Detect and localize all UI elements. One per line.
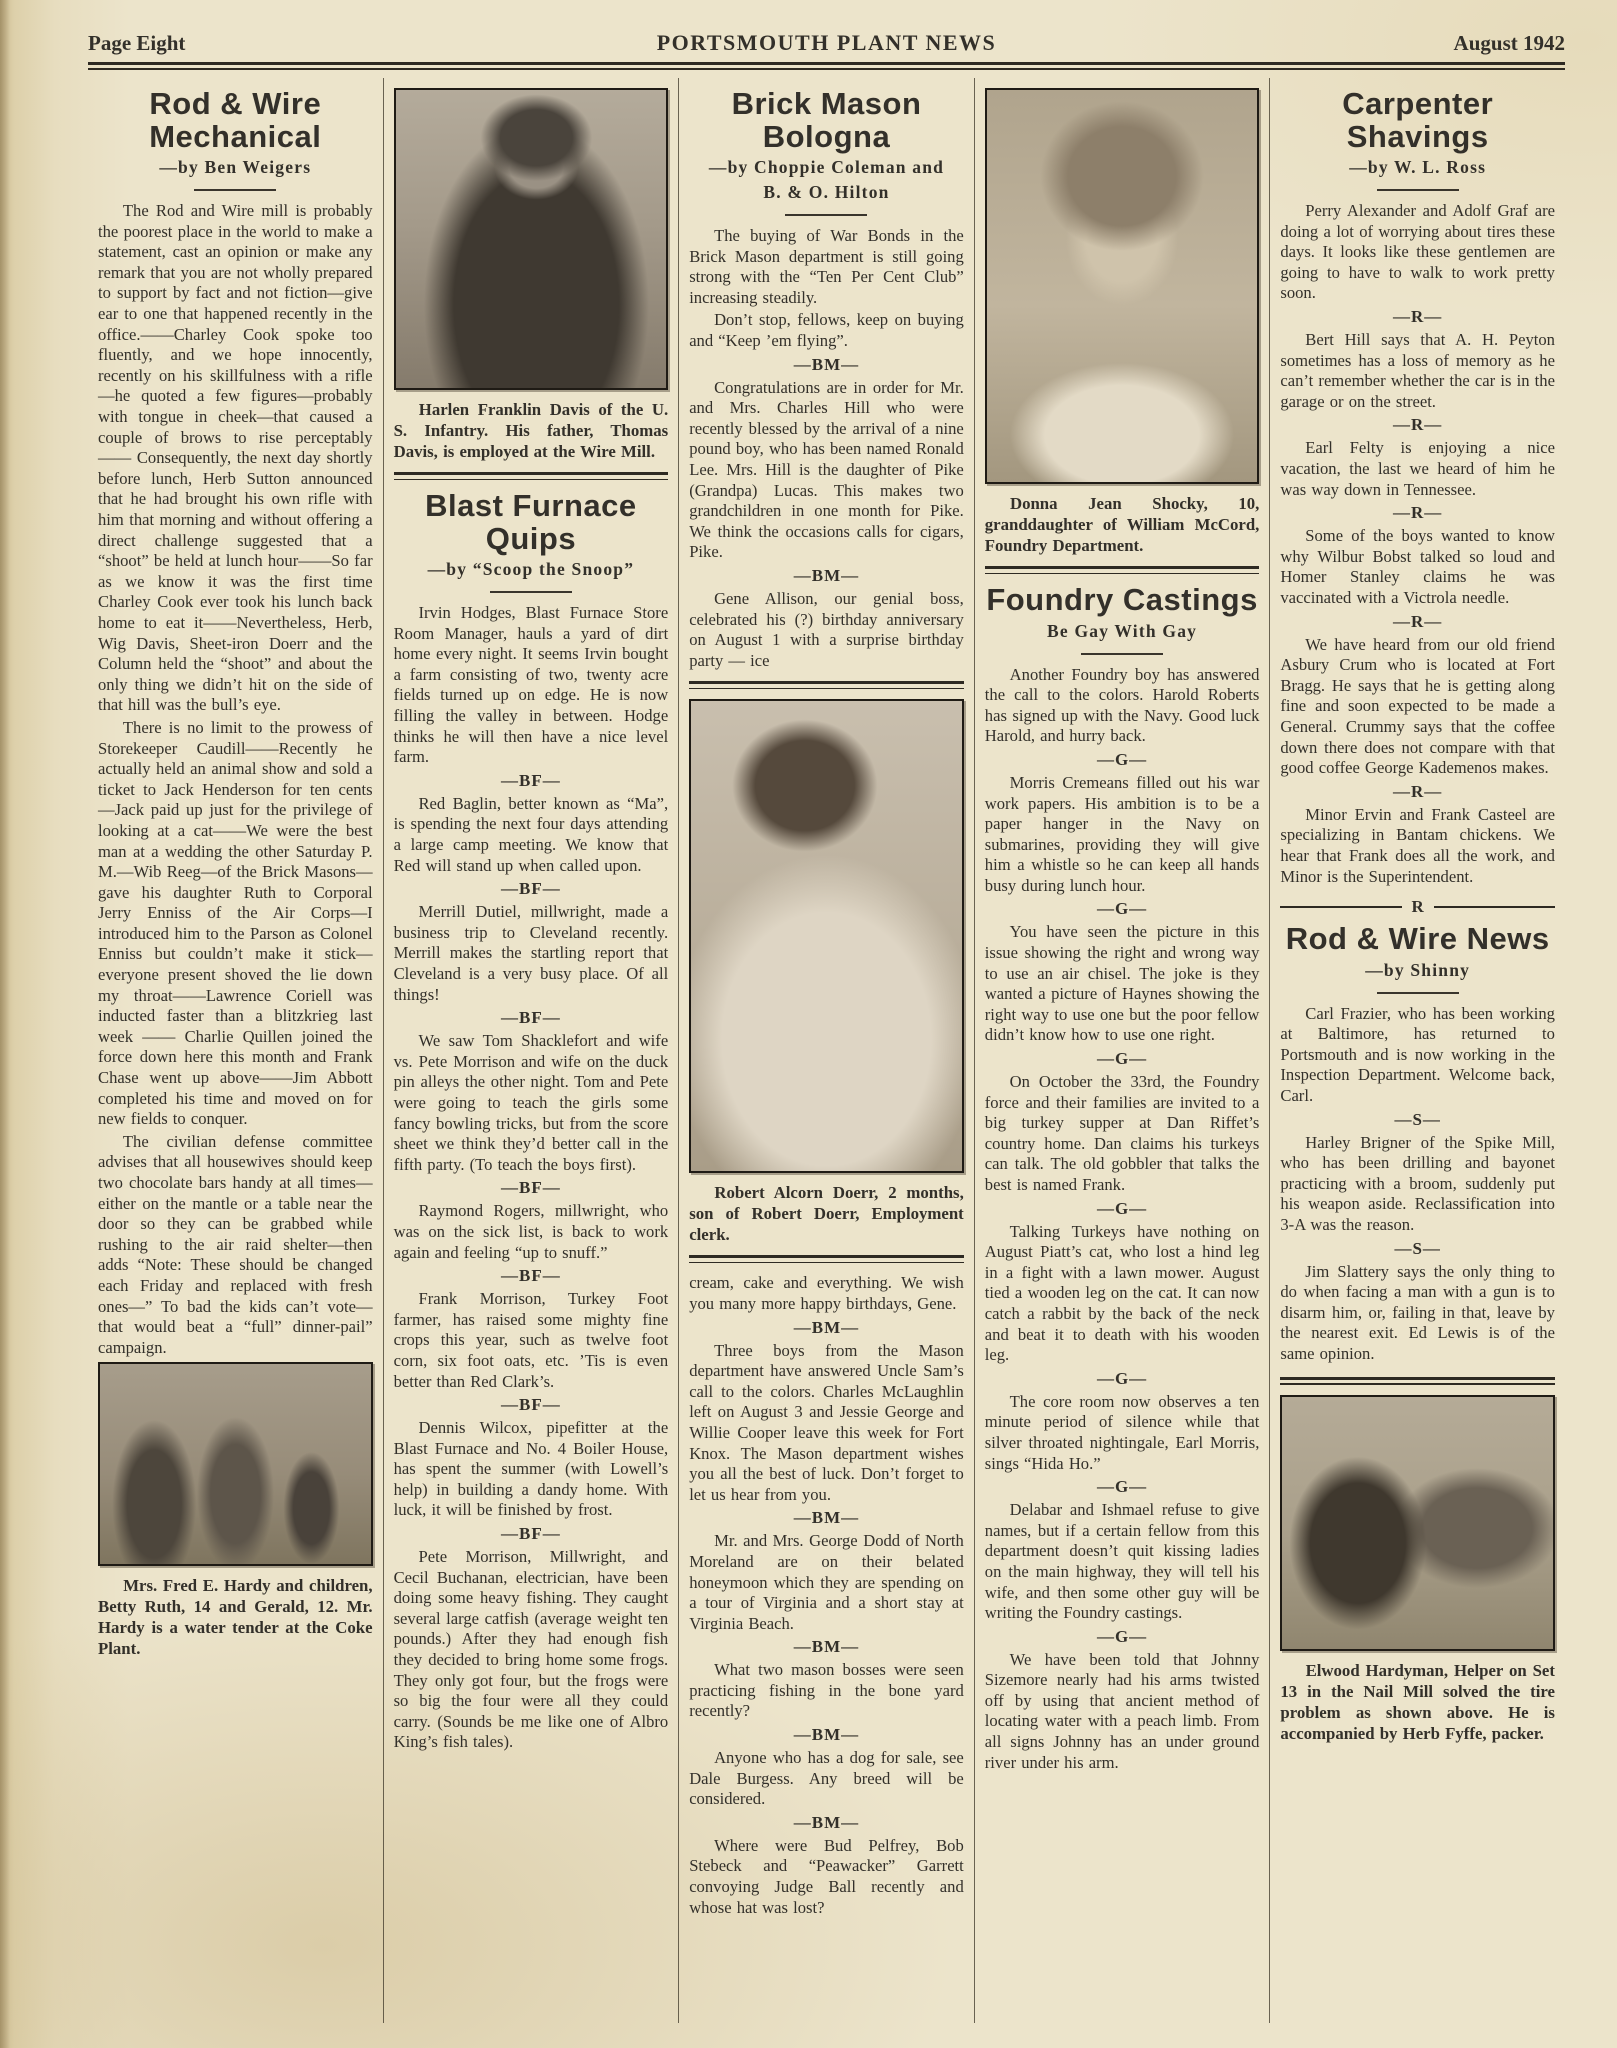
article-paragraph: Irvin Hodges, Blast Furnace Store Room Manager, hauls a yard of dirt home every night. It seems Irvin bought a farm consisting of two, twenty acre fields turned up on edge. He is now filling the valley in between. Hodge thinks he will then have a nice level farm. bbox=[393, 603, 669, 767]
separator-label: —BF— bbox=[501, 1266, 561, 1286]
byline-rule bbox=[1377, 189, 1459, 191]
separator-label: —BF— bbox=[501, 1178, 561, 1198]
item-separator bbox=[394, 1395, 669, 1415]
article-paragraph: We saw Tom Shacklefort and wife vs. Pete Morrison and wife on the duck pin alleys the other night. Tom and Pete were going to teach the girls some fancy bowling tricks, but from the score sheet we think they’d better call in the fifth party. (To teach the boys first). bbox=[393, 1031, 669, 1174]
article-paragraph: We have heard from our old friend Asbury Crum who is located at Fort Bragg. He says that he is getting along fine and soon expected to be made a General. Crummy says that the coffee down there does not compare with that good coffee George Kademenos makes. bbox=[1280, 634, 1555, 778]
article-paragraph: Delabar and Ishmael refuse to give names, but if a certain fellow from this department doesn’t quit kissing ladies on the main highway, they will tell his wife, and then some other guy will be writing the Foundry castings. bbox=[984, 1500, 1260, 1623]
photo-hardyman-cart bbox=[1280, 1395, 1555, 1651]
article-body bbox=[985, 665, 1260, 1774]
item-separator bbox=[689, 1725, 964, 1745]
item-separator bbox=[985, 899, 1260, 919]
item-separator bbox=[985, 1627, 1260, 1647]
separator-label: —G— bbox=[1096, 1368, 1148, 1388]
photo-robert-doerr-baby bbox=[689, 699, 964, 1173]
article-paragraph: Bert Hill says that A. H. Peyton sometimes has a loss of memory as he can’t remember whether the car is in the garage or on the street. bbox=[1280, 330, 1555, 411]
separator-label: —G— bbox=[1096, 1477, 1148, 1497]
separator-label: —BF— bbox=[501, 1008, 561, 1028]
article-paragraph: There is no limit to the prowess of Storekeeper Caudill——Recently he actually held an animal show and sold a ticket to Jack Henderson for ten cents —Jack paid up just for the privilege of looking at a cat——We were the best man at a wedding the other Saturday P. M.—Wib Reeg—of the Brick Masons—gave his daughter Ruth to Corporal Jerry Enniss of the Air Corps—I introduced him to the Parson as Colonel Enniss but couldn’t make it stick—everyone present shoved the lie down my throat——Lawrence Coriell was inducted faster than a blitzkrieg last week —— Charlie Quillen joined the force down here this month and Frank Chase went up above——Jim Abbott completed his time and moved on for new fields to conquer. bbox=[98, 717, 373, 1129]
separator-label: —BM— bbox=[793, 354, 860, 374]
section-title: Foundry Castings bbox=[986, 582, 1258, 617]
byline-rule bbox=[1377, 992, 1459, 994]
article-paragraph: Talking Turkeys have nothing on August Piatt’s cat, who lost a hind leg in a fight with a lawn mower. August tied a wooden leg on the cat. It can now catch a rabbit by the back of the neck and beat it to death with his wooden leg. bbox=[984, 1221, 1260, 1365]
byline-rule bbox=[490, 591, 572, 593]
item-separator bbox=[394, 771, 669, 791]
article-paragraph: You have seen the picture in this issue showing the right and wrong way to use an air chisel. The joke is they wanted a picture of Haynes showing the right way to use one but the poor fellow didn’t know how to use one right. bbox=[984, 922, 1260, 1045]
section-byline-line1: —by Choppie Coleman and bbox=[708, 157, 945, 178]
article-paragraph: Don’t stop, fellows, keep on buying and “Keep ’em flying”. bbox=[689, 310, 964, 351]
item-separator bbox=[394, 1008, 669, 1028]
item-separator bbox=[1280, 782, 1555, 802]
photo-hardy-family bbox=[98, 1362, 373, 1566]
byline-rule bbox=[1081, 653, 1163, 655]
photo-caption-doerr: Robert Alcorn Doerr, 2 months, son of Robert Doerr, Employment clerk. bbox=[689, 1183, 964, 1245]
article-paragraph: Merrill Dutiel, millwright, made a business trip to Cleveland recently. Merrill makes the startling report that Cleveland is a very busy place. Of all things! bbox=[393, 902, 669, 1004]
separator-label: —BM— bbox=[793, 1637, 860, 1657]
photo-donna-shocky bbox=[985, 88, 1260, 484]
section-title: Carpenter Shavings bbox=[1342, 86, 1494, 154]
article-paragraph: Minor Ervin and Frank Casteel are specializing in Bantam chickens. We hear that Frank does all the work, and Minor is the Superintendent. bbox=[1280, 804, 1555, 886]
separator-label: R bbox=[1411, 897, 1424, 917]
article-paragraph: Frank Morrison, Turkey Foot farmer, has raised some mighty fine crops this year, such as twelve foot corn, six foot oats, etc. ’Tis is even better than Red Clark’s. bbox=[393, 1289, 669, 1391]
column-brick-mason bbox=[678, 78, 974, 2023]
photo-harlen-davis bbox=[394, 88, 669, 390]
article-body-upper bbox=[689, 355, 964, 672]
item-separator bbox=[1280, 1110, 1555, 1130]
item-separator bbox=[985, 1477, 1260, 1497]
photo-caption-shocky: Donna Jean Shocky, 10, granddaughter of William McCord, Foundry Department. bbox=[984, 494, 1260, 555]
article-paragraph: Anyone who has a dog for sale, see Dale Burgess. Any breed will be considered. bbox=[689, 1748, 964, 1809]
item-separator bbox=[985, 1049, 1260, 1069]
article-paragraph: Dennis Wilcox, pipefitter at the Blast Furnace and No. 4 Boiler House, has spent the summer (with Lowell’s help) in building a dandy home. With luck, it will be finished by frost. bbox=[393, 1418, 669, 1520]
section-byline-line2: B. & O. Hilton bbox=[763, 182, 890, 203]
separator-label: —BM— bbox=[793, 1317, 860, 1337]
item-separator bbox=[689, 1318, 964, 1338]
photo-caption-hardyman: Elwood Hardyman, Helper on Set 13 in the Nail Mill solved the tire problem as shown above. He is accompanied by Herb Fyffe, packer. bbox=[1280, 1660, 1555, 1743]
separator-label: —R— bbox=[1393, 503, 1443, 523]
article-paragraph: Another Foundry boy has answered the call to the colors. Harold Roberts has signed up with the Navy. Good luck Harold, and hurry back. bbox=[984, 664, 1260, 746]
item-separator bbox=[985, 1369, 1260, 1389]
item-separator bbox=[1280, 1239, 1555, 1259]
item-separator bbox=[689, 1813, 964, 1833]
item-separator bbox=[394, 1524, 669, 1544]
byline-rule bbox=[194, 189, 276, 191]
paper-title: PORTSMOUTH PLANT NEWS bbox=[656, 30, 997, 55]
article-intro bbox=[689, 226, 964, 352]
photo-caption-hardy: Mrs. Fred E. Hardy and children, Betty Ruth, 14 and Gerald, 12. Mr. Hardy is a water tender at the Coke Plant. bbox=[98, 1576, 373, 1659]
hardy-family-photo bbox=[100, 1364, 371, 1564]
section-divider-rule bbox=[394, 472, 669, 480]
photo-bottom-rule bbox=[689, 1255, 964, 1263]
separator-label: —G— bbox=[1096, 899, 1148, 919]
article-paragraph: Earl Felty is enjoying a nice vacation, the last we heard of him he was way down in Tennessee. bbox=[1280, 438, 1555, 499]
section-divider-rule bbox=[985, 566, 1260, 574]
article-paragraph: Perry Alexander and Adolf Graf are doing a lot of worrying about tires these days. It looks like these gentlemen are going to have to walk to work pretty soon. bbox=[1280, 201, 1555, 303]
article-body bbox=[1280, 1004, 1555, 1365]
article-body-lower bbox=[689, 1318, 964, 1919]
article-paragraph: Raymond Rogers, millwright, who was on the sick list, is back to work again and feeling “up to snuff.” bbox=[393, 1201, 669, 1262]
item-separator bbox=[1280, 612, 1555, 632]
article-paragraph: On October the 33rd, the Foundry force and their families are invited to a big turkey supper at Dan Riffet’s country home. Dan claims his turkeys can talk. The old gobbler that talks the best is named Frank. bbox=[984, 1072, 1260, 1195]
section-byline: —by Shinny bbox=[1365, 959, 1471, 980]
item-separator bbox=[689, 1508, 964, 1528]
article-paragraph: We have been told that Johnny Sizemore nearly had his arms twisted off by using that ancient method of locating water with a peach limb. From all signs Johnny has an under ground river under his arm. bbox=[984, 1649, 1260, 1772]
section-byline: Be Gay With Gay bbox=[1047, 620, 1198, 641]
separator-label: —G— bbox=[1096, 1198, 1148, 1218]
separator-label: —R— bbox=[1393, 781, 1443, 801]
article-body bbox=[1280, 201, 1555, 887]
separator-label: —BF— bbox=[501, 1395, 561, 1415]
section-byline: —by “Scoop the Snoop” bbox=[427, 559, 635, 580]
page-header bbox=[88, 30, 1565, 56]
separator-label: —G— bbox=[1096, 1626, 1148, 1646]
separator-label: —G— bbox=[1096, 1049, 1148, 1069]
column-rod-wire-mechanical bbox=[88, 78, 383, 2023]
page-number: Page Eight bbox=[88, 31, 186, 55]
item-separator bbox=[1280, 503, 1555, 523]
article-paragraph: Three boys from the Mason department have answered Uncle Sam’s call to the colors. Charles McLaughlin left on August 3 and Jessie George and Willie Cooper leave this week for Fort Knox. The Mason department wishes you all the best of luck. Don’t forget to let us hear from you. bbox=[689, 1340, 964, 1504]
article-paragraph: Harley Brigner of the Spike Mill, who has been drilling and bayonet practicing with a broom, suddenly put his weapon aside. Reclassification into 3-A was the reason. bbox=[1280, 1132, 1555, 1235]
section-title: Rod & Wire News bbox=[1285, 921, 1550, 957]
hardyman-horse-cart-photo bbox=[1282, 1397, 1553, 1649]
article-paragraph: Where were Bud Pelfrey, Bob Stebeck and “Peawacker” Garrett convoying Judge Ball recently and whose hat was lost? bbox=[689, 1835, 964, 1917]
article-paragraph: The core room now observes a ten minute period of silence while that silver throated nightingale, Earl Morris, sings “Hida Ho.” bbox=[984, 1391, 1260, 1473]
byline-rule bbox=[785, 214, 867, 216]
section-title: Blast Furnace Quips bbox=[425, 488, 637, 556]
photo-top-rule bbox=[689, 681, 964, 689]
item-separator bbox=[394, 1266, 669, 1286]
article-body bbox=[394, 603, 669, 1753]
article-paragraph: Carl Frazier, who has been working at Baltimore, has returned to Portsmouth and is now working in the Inspection Department. Welcome back, Carl. bbox=[1280, 1003, 1555, 1106]
section-title: Rod & Wire Mechanical bbox=[149, 86, 322, 154]
separator-label: —BF— bbox=[501, 1524, 561, 1544]
column-carpenter-rodwire bbox=[1269, 78, 1565, 2023]
article-paragraph: The Rod and Wire mill is probably the poorest place in the world to make a statement, cast an opinion or make any remark that you are not wholly prepared to support by fact and not fiction—give ear to one that happened recently in the office.——Charley Cook spoke too fluently, and we hope innocently, recently on his skillfulness with a rifle —he quoted a few figures—probably with tongue in cheek—that caused a couple of brows to rise perceptably —— Consequently, the next day shortly before lunch, Herb Sutton announced that he had brought his own rifle with him that morning and without offering a direct challenge suggested that a “shoot” be held at lunch hour——So far as we know it was the first time Charley Cook ever took his lunch back home to eat it——Nevertheless, Herb, Wig Davis, Sheet-iron Doerr and the Column held the “shoot” and about the only thing we didn’t hit on the side of that hill was the bull’s eye. bbox=[98, 201, 373, 715]
robert-doerr-baby-photo bbox=[691, 701, 962, 1171]
item-separator bbox=[394, 1178, 669, 1198]
section-title: Brick Mason Bologna bbox=[731, 86, 922, 154]
item-separator bbox=[985, 1199, 1260, 1219]
article-paragraph: Morris Cremeans filled out his war work papers. His ambition is to be a paper hanger in the Navy on submarines, providing they will give him a whistle so he can keep all hands busy during lunch hour. bbox=[984, 772, 1260, 895]
article-paragraph: Mr. and Mrs. George Dodd of North Moreland are on their belated honeymoon which they are spending on a tour of Virginia and a short stay at Virginia Beach. bbox=[689, 1531, 964, 1633]
separator-label: —BF— bbox=[501, 770, 561, 790]
separator-label: —S— bbox=[1394, 1109, 1441, 1129]
article-paragraph: Gene Allison, our genial boss, celebrated his (?) birthday anniversary on August 1 with a surprise birthday party — ice bbox=[689, 589, 964, 670]
article-paragraph: Congratulations are in order for Mr. and Mrs. Charles Hill who were recently blessed by the arrival of a nine pound boy, who has been named Ronald Lee. Mrs. Hill is the daughter of Pike (Grandpa) Lucas. This makes two grandchildren in one month for Pike. We think the occasions calls for cigars, Pike. bbox=[689, 377, 964, 562]
column-foundry bbox=[974, 78, 1270, 2023]
separator-label: —R— bbox=[1393, 307, 1443, 327]
separator-label: —BM— bbox=[793, 1812, 860, 1832]
article-paragraph-continuation: cream, cake and everything. We wish you many more happy birthdays, Gene. bbox=[689, 1273, 964, 1313]
item-separator bbox=[689, 1637, 964, 1657]
article-paragraph: Pete Morrison, Millwright, and Cecil Buchanan, electrician, have been doing some heavy fishing. They caught several large catfish (average weight ten pounds.) After they had enough fish they decided to bring home some frogs. They only got four, but the frogs were so big the four were all they could carry. (Sounds be me like one of Albro King’s fish tales). bbox=[393, 1547, 669, 1752]
item-separator bbox=[689, 566, 964, 586]
separator-label: —R— bbox=[1393, 611, 1443, 631]
harlen-davis-photo bbox=[396, 90, 667, 388]
article-paragraph: Jim Slattery says the only thing to do when facing a man with a gun is to disarm him, or, failing in that, leave by the nearest exit. Ed Lewis is of the same opinion. bbox=[1280, 1261, 1555, 1363]
separator-label: —R— bbox=[1393, 415, 1443, 435]
item-separator bbox=[1280, 415, 1555, 435]
article-paragraph: The civilian defense committee advises that all housewives should keep two chocolate bars handy at all times—either on the mantle or a table near the door so they can be grabbed while rushing to the air raid shelter—then adds “Note: These should be changed each Friday and replaced with fresh ones—” To bad the kids can’t vote—that would beat a “full” dinner-pail” campaign. bbox=[98, 1131, 373, 1357]
item-separator bbox=[1280, 307, 1555, 327]
photo-top-rule bbox=[1280, 1377, 1555, 1385]
item-separator bbox=[689, 355, 964, 375]
separator-label: —BM— bbox=[793, 1725, 860, 1745]
section-byline: —by W. L. Ross bbox=[1349, 157, 1487, 178]
separator-label: —G— bbox=[1096, 749, 1148, 769]
item-separator bbox=[394, 879, 669, 899]
donna-shocky-photo bbox=[987, 90, 1258, 482]
separator-label: —BM— bbox=[793, 1508, 860, 1528]
section-end-rule bbox=[1280, 897, 1555, 917]
article-paragraph: What two mason bosses were seen practicing fishing in the bone yard recently? bbox=[689, 1660, 964, 1721]
columns bbox=[88, 78, 1565, 2023]
article-paragraph: Red Baglin, better known as “Ma”, is spending the next four days attending a large camp meeting. We know that Red will stand up when called upon. bbox=[393, 793, 669, 875]
article-body bbox=[98, 201, 373, 1358]
separator-label: —BF— bbox=[501, 879, 561, 899]
issue-date: August 1942 bbox=[1453, 31, 1565, 55]
photo-caption-davis: Harlen Franklin Davis of the U. S. Infantry. His father, Thomas Davis, is employed at the Wire Mill. bbox=[393, 400, 669, 461]
article-paragraph: The buying of War Bonds in the Brick Mason department is still going strong with the “Ten Per Cent Club” increasing steadily. bbox=[689, 226, 964, 307]
item-separator bbox=[985, 750, 1260, 770]
article-paragraph: Some of the boys wanted to know why Wilbur Bobst talked so loud and Homer Stanley claims he was vaccinated with a Victrola needle. bbox=[1280, 526, 1555, 607]
column-blast-furnace bbox=[383, 78, 679, 2023]
section-byline: —by Ben Weigers bbox=[159, 157, 312, 178]
separator-label: —S— bbox=[1394, 1238, 1441, 1258]
separator-label: —BM— bbox=[793, 566, 860, 585]
masthead-rule bbox=[88, 62, 1565, 70]
